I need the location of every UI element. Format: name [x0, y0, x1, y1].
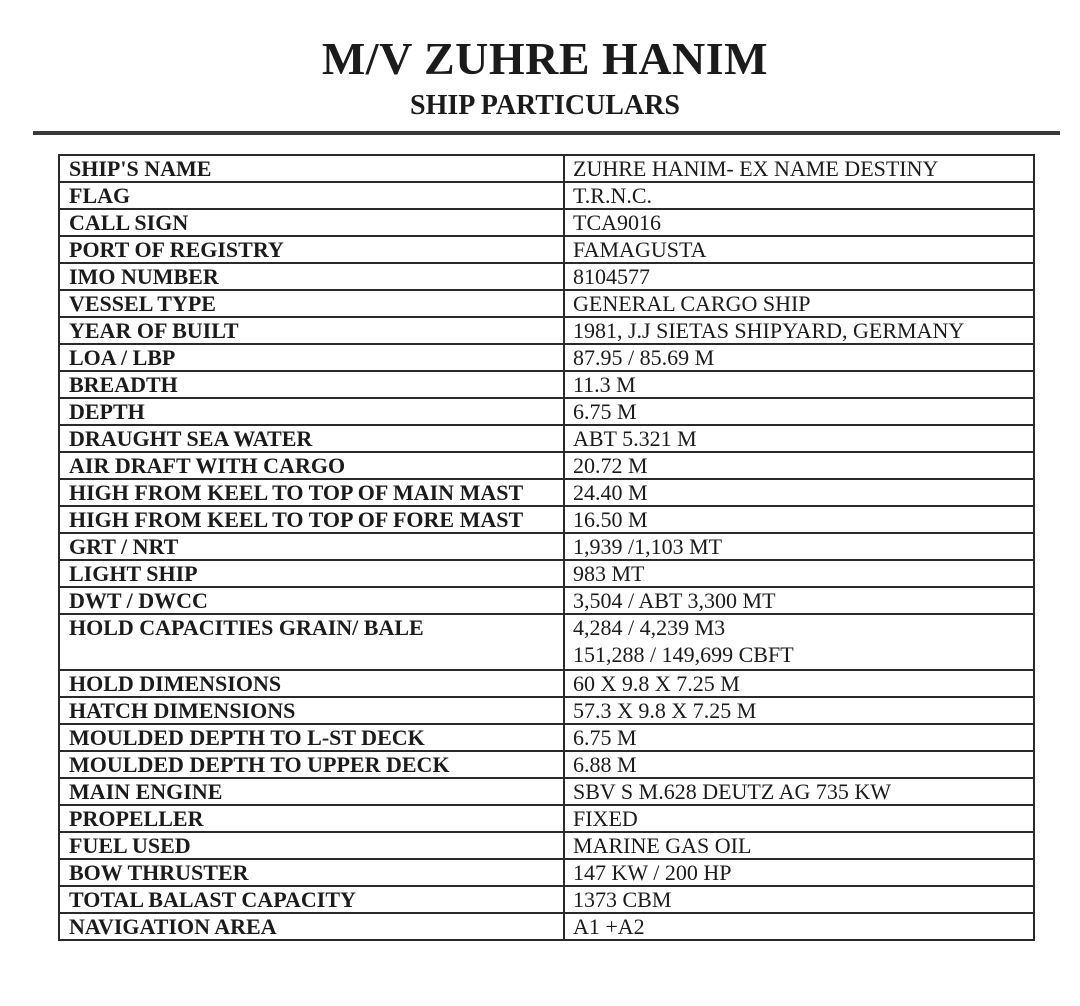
- row-value: [564, 614, 1034, 670]
- table-row: [59, 560, 1034, 587]
- row-value: MARINE GAS OIL: [564, 832, 1034, 859]
- row-label: DWT / DWCC: [59, 587, 564, 614]
- row-label: GRT / NRT: [59, 533, 564, 560]
- row-label: LOA / LBP: [59, 344, 564, 371]
- table-row: [59, 506, 1034, 533]
- table-row: [59, 479, 1034, 506]
- row-value: 24.40 M: [564, 479, 1034, 506]
- row-value: FIXED: [564, 805, 1034, 832]
- document-subtitle: SHIP PARTICULARS: [410, 90, 680, 121]
- document-title: M/V ZUHRE HANIM: [321, 33, 769, 84]
- row-label: NAVIGATION AREA: [59, 913, 564, 940]
- table-row: [59, 371, 1034, 398]
- row-value: SBV S M.628 DEUTZ AG 735 KW: [564, 778, 1034, 805]
- table-row: [59, 859, 1034, 886]
- row-value-line: 4,284 / 4,239 M3: [573, 615, 726, 640]
- row-label: TOTAL BALAST CAPACITY: [59, 886, 564, 913]
- row-label: BREADTH: [59, 371, 564, 398]
- row-value: A1 +A2: [564, 913, 1034, 940]
- row-label: MOULDED DEPTH TO UPPER DECK: [59, 751, 564, 778]
- row-value: ZUHRE HANIM- EX NAME DESTINY: [564, 155, 1034, 182]
- row-value: 8104577: [564, 263, 1034, 290]
- row-value: ABT 5.321 M: [564, 425, 1034, 452]
- row-value: 147 KW / 200 HP: [564, 859, 1034, 886]
- row-label: FUEL USED: [59, 832, 564, 859]
- table-row: [59, 452, 1034, 479]
- table-row: [59, 587, 1034, 614]
- row-label: PROPELLER: [59, 805, 564, 832]
- table-row: [59, 317, 1034, 344]
- table-row: [59, 778, 1034, 805]
- row-label: HOLD DIMENSIONS: [59, 670, 564, 697]
- row-label: DEPTH: [59, 398, 564, 425]
- table-row: [59, 805, 1034, 832]
- table-row: [59, 670, 1034, 697]
- row-label: BOW THRUSTER: [59, 859, 564, 886]
- table-row: [59, 832, 1034, 859]
- row-value: 6.88 M: [564, 751, 1034, 778]
- row-label: DRAUGHT SEA WATER: [59, 425, 564, 452]
- row-value: 57.3 X 9.8 X 7.25 M: [564, 697, 1034, 724]
- row-label: IMO NUMBER: [59, 263, 564, 290]
- row-label: AIR DRAFT WITH CARGO: [59, 452, 564, 479]
- row-value: 20.72 M: [564, 452, 1034, 479]
- row-label: HIGH FROM KEEL TO TOP OF MAIN MAST: [59, 479, 564, 506]
- table-row: [59, 913, 1034, 940]
- header-divider: [33, 131, 1060, 135]
- row-value: 60 X 9.8 X 7.25 M: [564, 670, 1034, 697]
- row-value: 983 MT: [564, 560, 1034, 587]
- table-row: [59, 182, 1034, 209]
- row-value: GENERAL CARGO SHIP: [564, 290, 1034, 317]
- row-label: CALL SIGN: [59, 209, 564, 236]
- table-row: [59, 263, 1034, 290]
- row-label: MAIN ENGINE: [59, 778, 564, 805]
- table-row: [59, 290, 1034, 317]
- row-label: HOLD CAPACITIES GRAIN/ BALE: [59, 614, 564, 670]
- row-label: LIGHT SHIP: [59, 560, 564, 587]
- row-label: YEAR OF BUILT: [59, 317, 564, 344]
- table-row: [59, 155, 1034, 182]
- row-label: VESSEL TYPE: [59, 290, 564, 317]
- table-row: [59, 344, 1034, 371]
- row-value: 1981, J.J SIETAS SHIPYARD, GERMANY: [564, 317, 1034, 344]
- row-value: TCA9016: [564, 209, 1034, 236]
- row-label: HIGH FROM KEEL TO TOP OF FORE MAST: [59, 506, 564, 533]
- row-label: SHIP'S NAME: [59, 155, 564, 182]
- row-value-line: 151,288 / 149,699 CBFT: [573, 642, 794, 667]
- row-value: 3,504 / ABT 3,300 MT: [564, 587, 1034, 614]
- row-value: 1373 CBM: [564, 886, 1034, 913]
- table-row: [59, 533, 1034, 560]
- row-value: 11.3 M: [564, 371, 1034, 398]
- table-row: [59, 724, 1034, 751]
- row-value: 16.50 M: [564, 506, 1034, 533]
- row-value: 6.75 M: [564, 724, 1034, 751]
- table-row: [59, 398, 1034, 425]
- row-label: MOULDED DEPTH TO L-ST DECK: [59, 724, 564, 751]
- table-row: [59, 697, 1034, 724]
- row-value: FAMAGUSTA: [564, 236, 1034, 263]
- table-row: [59, 425, 1034, 452]
- table-row: [59, 886, 1034, 913]
- table-row: [59, 751, 1034, 778]
- row-label: HATCH DIMENSIONS: [59, 697, 564, 724]
- table-row: [59, 236, 1034, 263]
- ship-particulars-table: [58, 154, 1035, 941]
- table-row: [59, 614, 1034, 670]
- row-label: PORT OF REGISTRY: [59, 236, 564, 263]
- row-value: 1,939 /1,103 MT: [564, 533, 1034, 560]
- row-value: T.R.N.C.: [564, 182, 1034, 209]
- row-value: 87.95 / 85.69 M: [564, 344, 1034, 371]
- row-value: 6.75 M: [564, 398, 1034, 425]
- table-row: [59, 209, 1034, 236]
- row-label: FLAG: [59, 182, 564, 209]
